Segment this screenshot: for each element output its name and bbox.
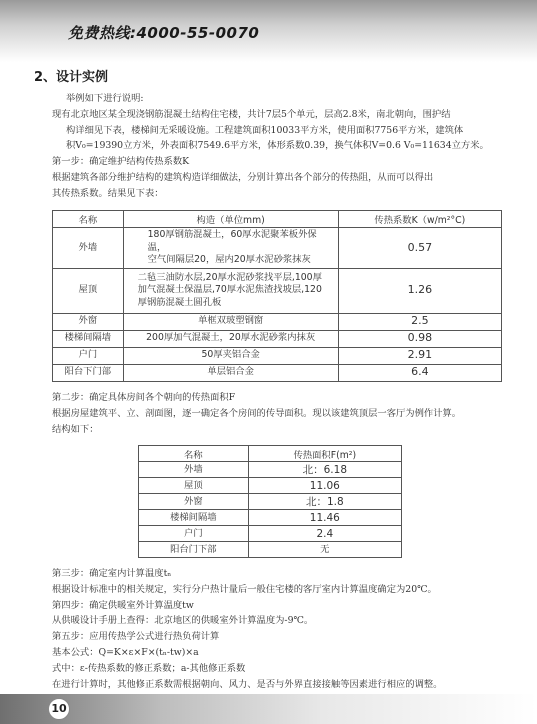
row-construction	[123, 228, 338, 269]
construction-line: 180厚钢筋混凝土，60厚水泥聚苯板外保温，	[147, 229, 317, 253]
row-k-value: 0.57	[338, 228, 501, 269]
table-row	[139, 494, 402, 510]
table-row	[53, 347, 502, 364]
row-area-value: 11.46	[248, 510, 401, 526]
table-row	[53, 268, 502, 313]
row-k-value: 0.98	[338, 330, 501, 347]
row-name: 楼梯间隔墙	[53, 330, 124, 347]
table-row	[139, 462, 402, 478]
heat-transfer-area-table	[138, 445, 402, 558]
table-row	[139, 526, 402, 542]
intro-line: 积V₀=19390立方米，外表面积7549.6平方米，体形系数0.39，换气体积V=0.6 V₀=11634立方米。	[66, 140, 489, 152]
page-number: 10	[48, 698, 70, 720]
table-row	[139, 542, 402, 558]
table-row	[53, 228, 502, 269]
column-header: 名称	[139, 446, 249, 462]
step2-line: 结构如下：	[52, 423, 99, 435]
step4-title: 第四步：确定供暖室外计算温度tw	[52, 599, 194, 611]
step1-line: 其传热系数。结果见下表：	[52, 187, 164, 199]
intro-lead: 举例如下进行说明:	[66, 93, 144, 104]
row-area-value: 北：1.8	[248, 494, 401, 510]
construction-line: 二毡三油防水层,20厚水泥砂浆找平层,100厚	[137, 271, 322, 283]
table-row	[53, 313, 502, 330]
row-construction: 单层铝合金	[123, 364, 338, 381]
intro-line: 构详细见下表，楼梯间无采暖设施。工程建筑面积10033平方米，使用面积7756平方米，建筑体	[66, 124, 464, 136]
step3-title: 第三步：确定室内计算温度tₙ	[52, 568, 172, 579]
row-area-value: 无	[248, 542, 401, 558]
hotline-text: 免费热线:4000-55-0070	[68, 24, 260, 42]
row-construction: 50厚夹铝合金	[123, 347, 338, 364]
table-row	[53, 364, 502, 381]
row-name: 楼梯间隔墙	[139, 510, 249, 526]
column-header: 传热系数K（w/m²°C)	[338, 211, 501, 228]
formula-note: 式中：ε-传热系数的修正系数；a-其他修正系数	[52, 662, 246, 674]
row-area-value: 2.4	[248, 526, 401, 542]
intro-line: 现有北京地区某全现浇钢筋混凝土结构住宅楼，共计7层5个单元，层高2.8米，南北朝向，围护结	[52, 108, 451, 120]
table-row	[139, 478, 402, 494]
row-area-value: 11.06	[248, 478, 401, 494]
row-name: 外窗	[139, 494, 249, 510]
row-name: 户门	[53, 347, 124, 364]
row-name: 屋顶	[139, 478, 249, 494]
row-name: 户门	[139, 526, 249, 542]
row-construction: 单框双玻塑钢窗	[123, 313, 338, 330]
formula-line: 基本公式：Q=K×ε×F×(tₙ-tw)×a	[52, 646, 199, 658]
table-header-row	[139, 446, 402, 462]
row-area-value: 北：6.18	[248, 462, 401, 478]
intro-paragraph	[52, 91, 507, 202]
section-title: 2、设计实例	[34, 70, 109, 85]
construction-line: 空气间隔层20，屋内20厚水泥砂浆抹灰	[147, 254, 311, 265]
column-header: 名称	[53, 211, 124, 228]
construction-line: 厚钢筋混凝土圆孔板	[137, 296, 222, 308]
column-header: 构造（单位mm)	[123, 211, 338, 228]
row-construction	[123, 268, 338, 313]
table-row	[53, 330, 502, 347]
table-row	[139, 510, 402, 526]
row-k-value: 2.91	[338, 347, 501, 364]
row-name: 外墙	[53, 228, 124, 269]
row-k-value: 6.4	[338, 364, 501, 381]
step2-line: 根据房屋建筑平、立、剖面图，逐一确定各个房间的传导面积。现以该建筑顶层一客厅为例作计算。	[52, 407, 462, 419]
row-name: 外窗	[53, 313, 124, 330]
steps-paragraph	[52, 566, 507, 692]
construction-line: 加气混凝土保温层,70厚水泥焦渣找坡层,120	[137, 284, 322, 296]
step-line: 根据设计标准中的相关规定，实行分户热计量后一般住宅楼的客厅室内计算温度确定为20℃。	[52, 583, 437, 595]
heat-transfer-coefficient-table	[52, 210, 502, 382]
step2-paragraph	[52, 390, 507, 437]
row-k-value: 2.5	[338, 313, 501, 330]
row-name: 屋顶	[53, 268, 124, 313]
step5-title: 第五步：应用传热学公式进行热负荷计算	[52, 631, 220, 643]
step-line: 从供暖设计手册上查得：北京地区的供暖室外计算温度为-9℃。	[52, 615, 314, 627]
step-line: 在进行计算时，其他修正系数需根据朝向、风力、是否与外界直接接触等因素进行相应的调整。	[52, 678, 443, 690]
row-name: 外墙	[139, 462, 249, 478]
footer-band	[0, 694, 537, 724]
step1-line: 根据建筑各部分维护结构的建筑构造详细做法，分别计算出各个部分的传热阻，从而可以得出	[52, 171, 434, 183]
row-name: 阳台下门部	[53, 364, 124, 381]
row-construction: 200厚加气混凝土，20厚水泥砂浆内抹灰	[123, 330, 338, 347]
table-header-row	[53, 211, 502, 228]
row-name: 阳台门下部	[139, 542, 249, 558]
row-k-value: 1.26	[338, 268, 501, 313]
step2-title: 第二步：确定具体房间各个朝向的传热面积F	[52, 392, 236, 403]
step1-title: 第一步：确定维护结构传热系数K	[52, 156, 190, 168]
column-header: 传热面积F(m²)	[248, 446, 401, 462]
